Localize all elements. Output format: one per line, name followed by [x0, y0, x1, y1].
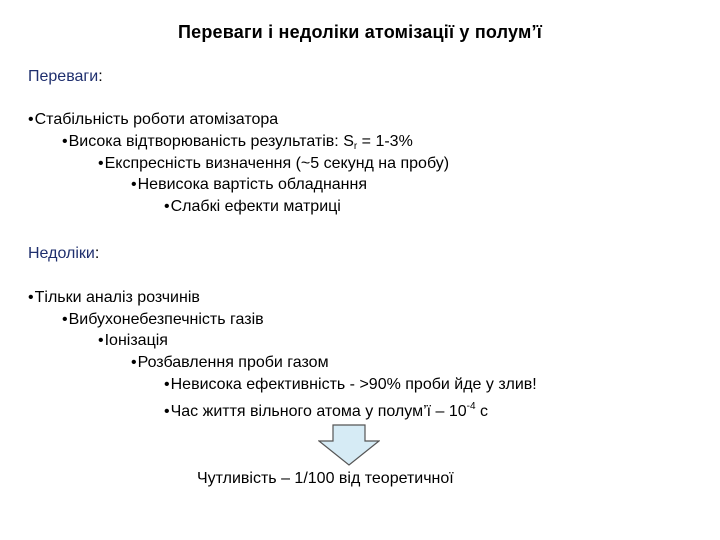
disadvantage-text: Вибухонебезпечність газів	[68, 311, 264, 328]
advantages-heading-colon: :	[98, 68, 103, 85]
superscript: -4	[466, 401, 476, 412]
disadvantage-text: Невисока ефективність - >90% проби йде у злив!	[170, 376, 537, 393]
advantage-text: Стабільність роботи атомізатора	[34, 111, 279, 128]
disadvantage-text: Час життя вільного атома у полум’ї – 10	[170, 403, 467, 420]
bullet-marker: •	[131, 176, 137, 193]
bullet-marker: •	[164, 198, 170, 215]
disadvantage-item	[164, 375, 537, 395]
advantage-text-tail: = 1-3%	[357, 133, 413, 150]
advantage-text: Невисока вартість обладнання	[137, 176, 368, 193]
bullet-marker: •	[62, 311, 68, 328]
bullet-marker: •	[98, 332, 104, 349]
advantage-item	[98, 154, 449, 174]
disadvantage-item	[62, 310, 264, 330]
disadvantage-text: Розбавлення проби газом	[137, 354, 329, 371]
down-arrow-icon	[318, 424, 380, 466]
disadvantage-item	[98, 331, 168, 351]
disadvantage-item	[164, 397, 488, 422]
bullet-marker: •	[131, 354, 137, 371]
bullet-marker: •	[28, 289, 34, 306]
disadvantage-text-tail: с	[475, 403, 489, 420]
disadvantages-heading-word: Недоліки	[28, 245, 95, 262]
disadvantage-item	[28, 288, 200, 308]
disadvantage-item	[131, 353, 329, 373]
subscript: r	[353, 141, 358, 152]
advantage-item	[164, 197, 341, 217]
disadvantage-text: Тільки аналіз розчинів	[34, 289, 200, 306]
slide-title: Переваги і недоліки атомізації у полум’ї	[177, 22, 543, 42]
bullet-marker: •	[164, 403, 170, 420]
bullet-marker: •	[98, 155, 104, 172]
conclusion-text: Чутливість – 1/100 від теоретичної	[197, 470, 454, 487]
disadvantage-text: Іонізація	[104, 332, 168, 349]
advantages-heading-word: Переваги	[28, 68, 99, 85]
bullet-marker: •	[62, 133, 68, 150]
disadvantages-heading	[28, 245, 99, 263]
bullet-marker: •	[28, 111, 34, 128]
advantage-text: Слабкі ефекти матриці	[170, 198, 341, 215]
bullet-marker: •	[164, 376, 170, 393]
advantage-item	[28, 110, 278, 130]
advantage-item	[131, 175, 367, 195]
advantages-heading	[28, 68, 103, 86]
advantage-text: Висока відтворюваність результатів: S	[68, 133, 354, 150]
advantage-text: Експресність визначення (~5 секунд на пробу)	[104, 155, 450, 172]
disadvantages-heading-colon: :	[94, 245, 100, 262]
